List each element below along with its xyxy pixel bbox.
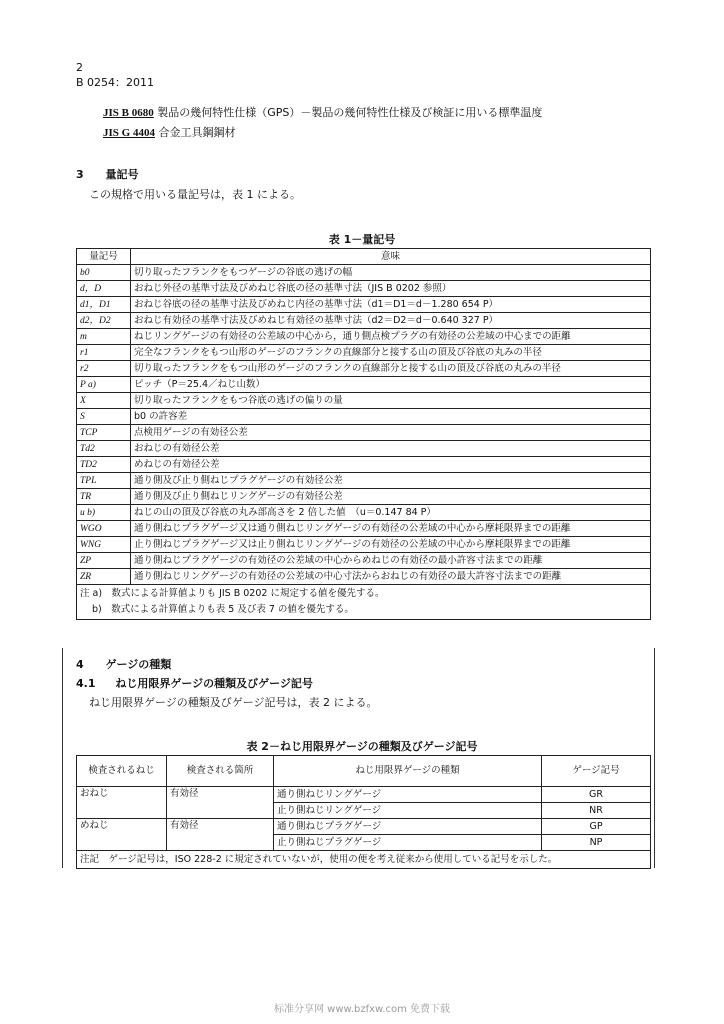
table-row — [77, 537, 651, 553]
symbol-cell: TCP — [77, 425, 131, 441]
table-row — [77, 569, 651, 585]
table-row — [77, 819, 651, 835]
meaning-cell: おねじ谷底の径の基準寸法及びめねじ内径の基準寸法（d1＝D1＝d－1.280 654 P） — [131, 297, 651, 313]
meaning-cell: 切り取ったフランクをもつ谷底の逃げの偏りの量 — [131, 393, 651, 409]
table-header-row — [77, 249, 651, 265]
meaning-cell: 点検用ゲージの有効径公差 — [131, 425, 651, 441]
section-3-heading — [76, 166, 139, 182]
symbol-cell: r2 — [77, 361, 131, 377]
meaning-cell: 通り側及び止り側ねじプラグゲージの有効径公差 — [131, 473, 651, 489]
table-row — [77, 377, 651, 393]
meaning-cell: 完全なフランクをもつ山形のゲージのフランクの直線部分と接する山の頂及び谷底の丸みの半径 — [131, 345, 651, 361]
section-4-1-text: ねじ用限界ゲージの種類及びゲージ記号は，表 2 による。 — [89, 696, 378, 709]
table-row — [77, 553, 651, 569]
section-title: ゲージの種類 — [105, 658, 172, 671]
gauge-code-cell: NR — [542, 803, 651, 819]
header-meaning: 意味 — [131, 249, 651, 265]
table-2-caption: 表 2－ねじ用限界ゲージの種類及びゲージ記号 — [246, 740, 478, 753]
table-2 — [76, 755, 651, 869]
symbol-cell: WNG — [77, 537, 131, 553]
note-a: 注 a) 数式による計算値よりも JIS B 0202 に規定する値を優先する。 — [80, 588, 385, 599]
footer-watermark: 标准分享网 www.bzfxw.com 免费下载 — [274, 1004, 450, 1015]
meaning-cell: おねじの有効径公差 — [131, 441, 651, 457]
document-id: B 0254：2011 — [76, 76, 155, 89]
right-margin-rule — [654, 648, 655, 868]
section-4-1-heading — [76, 675, 313, 691]
meaning-cell: 通り側及び止り側ねじリングゲージの有効径公差 — [131, 489, 651, 505]
table-row — [77, 393, 651, 409]
symbol-cell: TR — [77, 489, 131, 505]
gauge-code-cell: GP — [542, 819, 651, 835]
section-number: 3 — [76, 168, 84, 181]
table-row — [77, 489, 651, 505]
thread-cell: おねじ — [77, 787, 167, 819]
page-number: 2 — [76, 61, 83, 74]
reference-line — [103, 106, 542, 120]
symbol-cell: ZP — [77, 553, 131, 569]
symbol-cell: Td2 — [77, 441, 131, 457]
symbol-cell: S — [77, 409, 131, 425]
table-row — [77, 297, 651, 313]
table-1-notes — [77, 585, 651, 620]
symbol-cell: P a) — [77, 377, 131, 393]
table-row — [77, 787, 651, 803]
gauge-type-cell: 止り側ねじプラグゲージ — [274, 835, 542, 851]
table-2-note: 注記 ゲージ記号は，ISO 228-2 に規定されていないが，使用の便を考え従来から使用している記号を示した。 — [77, 851, 651, 869]
table-row — [77, 281, 651, 297]
symbol-cell: TD2 — [77, 457, 131, 473]
symbol-cell: d2，D2 — [77, 313, 131, 329]
meaning-cell: ねじの山の頂及び谷底の丸み部高さを 2 倍した値 （u＝0.147 84 P） — [131, 505, 651, 521]
table-2-note-row — [77, 851, 651, 869]
gauge-type-cell: 通り側ねじプラグゲージ — [274, 819, 542, 835]
table-row — [77, 265, 651, 281]
note-b: b) 数式による計算値よりも表 5 及び表 7 の値を優先する。 — [92, 604, 354, 615]
section-number: 4 — [76, 658, 84, 671]
meaning-cell: 通り側ねじプラグゲージ又は通り側ねじリングゲージの有効径の公差域の中心から摩耗限界までの距離 — [131, 521, 651, 537]
header-gauge-type: ねじ用限界ゲージの種類 — [274, 756, 542, 787]
header-symbol: 量記号 — [77, 249, 131, 265]
meaning-cell: めねじの有効径公差 — [131, 457, 651, 473]
symbol-cell: d，D — [77, 281, 131, 297]
section-number: 4.1 — [76, 677, 96, 690]
table-row — [77, 329, 651, 345]
meaning-cell: 通り側ねじプラグゲージの有効径の公差域の中心からめねじの有効径の最小許容寸法までの距離 — [131, 553, 651, 569]
header-thread: 検査されるねじ — [77, 756, 167, 787]
gauge-type-cell: 通り側ねじリングゲージ — [274, 787, 542, 803]
symbol-cell: WGO — [77, 521, 131, 537]
section-title: ねじ用限界ゲージの種類及びゲージ記号 — [115, 677, 313, 690]
table-row — [77, 505, 651, 521]
symbol-cell: b0 — [77, 265, 131, 281]
meaning-cell: 切り取ったフランクをもつ山形のゲージのフランクの直線部分と接する山の頂及び谷底の丸みの半径 — [131, 361, 651, 377]
table-row — [77, 457, 651, 473]
table-row — [77, 345, 651, 361]
left-margin-rule — [62, 648, 63, 868]
table-row — [77, 521, 651, 537]
header-gauge-code: ゲージ記号 — [542, 756, 651, 787]
symbol-cell: u b) — [77, 505, 131, 521]
gauge-code-cell: NP — [542, 835, 651, 851]
symbol-cell: d1，D1 — [77, 297, 131, 313]
symbol-cell: m — [77, 329, 131, 345]
table-1 — [76, 248, 651, 620]
table-row — [77, 313, 651, 329]
section-4-heading — [76, 656, 171, 672]
thread-cell: めねじ — [77, 819, 167, 851]
reference-code: JIS B 0680 — [103, 107, 154, 119]
part-cell: 有効径 — [167, 787, 274, 819]
meaning-cell: おねじ外径の基準寸法及びめねじ谷底の径の基準寸法（JIS B 0202 参照） — [131, 281, 651, 297]
reference-title: 製品の幾何特性仕様（GPS）－製品の幾何特性仕様及び検証に用いる標準温度 — [157, 106, 543, 119]
symbol-cell: r1 — [77, 345, 131, 361]
meaning-cell: ねじリングゲージの有効径の公差域の中心から，通り側点検プラグの有効径の公差域の中心までの距離 — [131, 329, 651, 345]
symbol-cell: X — [77, 393, 131, 409]
table-row — [77, 409, 651, 425]
table-row — [77, 361, 651, 377]
meaning-cell: b0 の許容差 — [131, 409, 651, 425]
meaning-cell: 止り側ねじプラグゲージ又は止り側ねじリングゲージの有効径の公差域の中心から摩耗限界までの距離 — [131, 537, 651, 553]
gauge-code-cell: GR — [542, 787, 651, 803]
header-part: 検査される箇所 — [167, 756, 274, 787]
gauge-type-cell: 止り側ねじリングゲージ — [274, 803, 542, 819]
table-1-caption: 表 1－量記号 — [328, 233, 396, 246]
symbol-cell: ZR — [77, 569, 131, 585]
reference-code: JIS G 4404 — [103, 127, 155, 139]
meaning-cell: 通り側ねじリングゲージの有効径の公差域の中心寸法からおねじの有効径の最大許容寸法までの距離 — [131, 569, 651, 585]
reference-line — [103, 126, 235, 140]
table-row — [77, 441, 651, 457]
table-header-row — [77, 756, 651, 787]
meaning-cell: ピッチ（P＝25.4／ねじ山数） — [131, 377, 651, 393]
section-3-text: この規格で用いる量記号は，表 1 による。 — [89, 188, 301, 201]
section-title: 量記号 — [105, 168, 139, 181]
meaning-cell: おねじ有効径の基準寸法及びめねじ有効径の基準寸法（d2＝D2＝d－0.640 327 P） — [131, 313, 651, 329]
symbol-cell: TPL — [77, 473, 131, 489]
table-row — [77, 425, 651, 441]
reference-title: 合金工具鋼鋼材 — [158, 126, 236, 139]
meaning-cell: 切り取ったフランクをもつゲージの谷底の逃げの幅 — [131, 265, 651, 281]
part-cell: 有効径 — [167, 819, 274, 851]
table-row — [77, 473, 651, 489]
